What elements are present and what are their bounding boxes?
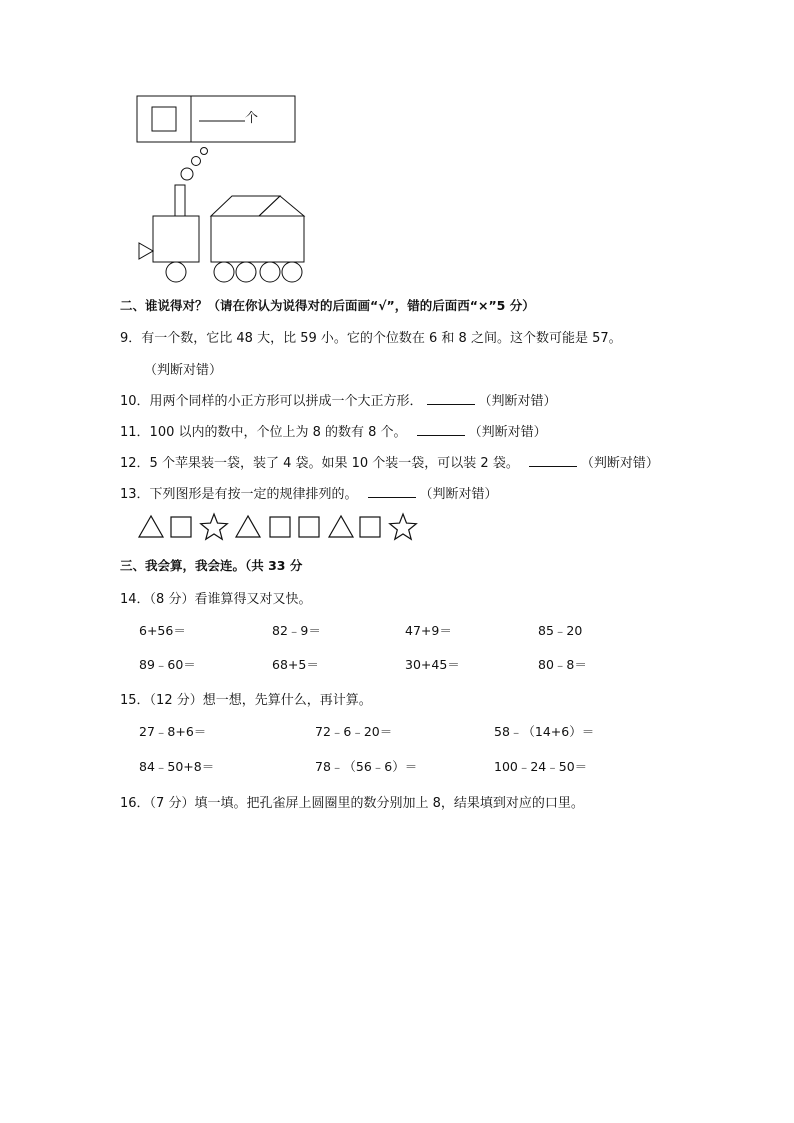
- calculation-item: 58﹣（14+6）＝: [494, 724, 595, 739]
- question-9-text: 9．有一个数，它比 48 大，比 59 小。它的个位数在 6 和 8 之间。这个数可能是 57。: [120, 331, 622, 346]
- shape-sequence-drawing: [0, 0, 794, 560]
- question-10-suffix: （判断对错）: [478, 394, 557, 409]
- triangle-shape: [236, 516, 260, 537]
- count-unit-label: 个: [245, 111, 259, 126]
- section2-heading: 二、谁说得对？（请在你认为说得对的后面画“√”，错的后面西“×”5 分）: [120, 298, 535, 313]
- calculation-item: 68+5＝: [272, 657, 319, 672]
- star-shape: [390, 514, 417, 539]
- question-13-text: 13．下列图形是有按一定的规律排列的。: [120, 487, 358, 502]
- section3-heading: 三、我会算，我会连。（共 33 分: [120, 558, 303, 573]
- calculation-item: 78﹣（56﹣6）＝: [315, 759, 418, 774]
- calculation-item: 80﹣8＝: [538, 657, 587, 672]
- calculation-item: 30+45＝: [405, 657, 460, 672]
- square-shape: [299, 517, 319, 537]
- question-14-text: 14．（8 分）看谁算得又对又快。: [120, 592, 312, 607]
- square-shape: [270, 517, 290, 537]
- question-10-text: 10．用两个同样的小正方形可以拼成一个大正方形．: [120, 394, 423, 409]
- question-15-text: 15．（12 分）想一想，先算什么，再计算。: [120, 693, 372, 708]
- question-12-suffix: （判断对错）: [580, 456, 659, 471]
- question-11-text: 11．100 以内的数中，个位上为 8 的数有 8 个。: [120, 425, 407, 440]
- triangle-shape: [139, 516, 163, 537]
- calculation-item: 82﹣9＝: [272, 623, 321, 638]
- question-13-suffix: （判断对错）: [419, 487, 498, 502]
- triangle-shape: [329, 516, 353, 537]
- question-11-suffix: （判断对错）: [468, 425, 547, 440]
- calculation-item: 100﹣24﹣50＝: [494, 759, 588, 774]
- calculation-item: 72﹣6﹣20＝: [315, 724, 393, 739]
- question-12-text: 12．5 个苹果装一袋，装了 4 袋。如果 10 个装一袋，可以装 2 袋。: [120, 456, 519, 471]
- square-shape: [171, 517, 191, 537]
- star-shape: [201, 514, 228, 539]
- question-16-text: 16．（7 分）填一填。把孔雀屏上圆圈里的数分别加上 8，结果填到对应的口里。: [120, 796, 584, 811]
- calculation-item: 84﹣50+8＝: [139, 759, 215, 774]
- calculation-item: 89﹣60＝: [139, 657, 196, 672]
- question-9-suffix: （判断对错）: [144, 363, 223, 378]
- square-shape: [360, 517, 380, 537]
- calculation-item: 85﹣20: [538, 623, 583, 638]
- calculation-item: 6+56＝: [139, 623, 186, 638]
- calculation-item: 47+9＝: [405, 623, 452, 638]
- calculation-item: 27﹣8+6＝: [139, 724, 207, 739]
